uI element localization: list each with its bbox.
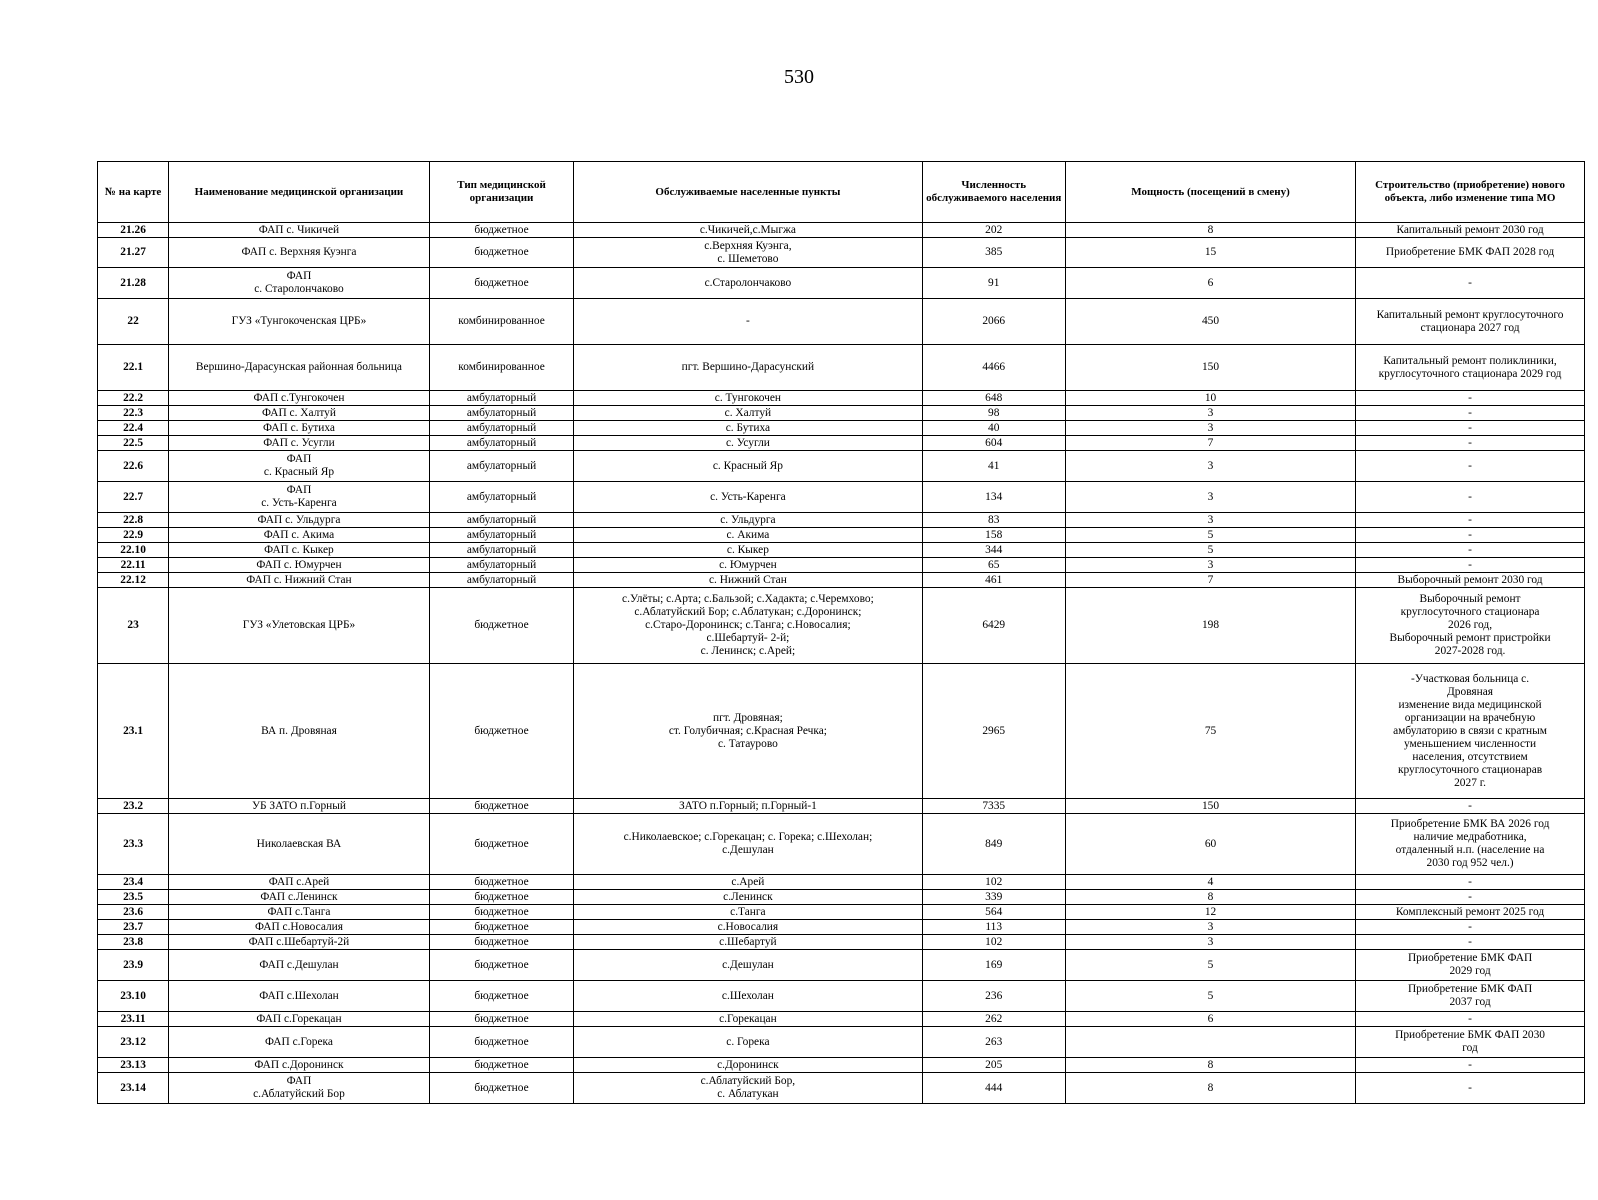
cell-type: амбулаторный [429, 482, 574, 513]
cell-capacity: 15 [1065, 238, 1355, 268]
cell-construction: - [1356, 482, 1585, 513]
cell-settlements: с.Ленинск [574, 890, 922, 905]
cell-construction: - [1356, 436, 1585, 451]
cell-type: амбулаторный [429, 406, 574, 421]
table-row [98, 875, 1585, 890]
cell-population: 262 [922, 1012, 1065, 1027]
table-row [98, 935, 1585, 950]
cell-construction: - [1356, 558, 1585, 573]
cell-population: 6429 [922, 588, 1065, 664]
cell-settlements: с.Чикичей,с.Мыгжа [574, 223, 922, 238]
cell-capacity: 6 [1065, 1012, 1355, 1027]
cell-name: ФАП с.Арей [169, 875, 430, 890]
cell-population: 41 [922, 451, 1065, 482]
cell-population: 134 [922, 482, 1065, 513]
table-row [98, 664, 1585, 799]
table-row [98, 391, 1585, 406]
cell-name: ФАП с. Красный Яр [169, 451, 430, 482]
cell-population: 7335 [922, 799, 1065, 814]
cell-capacity: 8 [1065, 1058, 1355, 1073]
cell-name: ФАП с.Горекацан [169, 1012, 430, 1027]
cell-settlements: с.Верхняя Куэнга, с. Шеметово [574, 238, 922, 268]
table-row [98, 299, 1585, 345]
cell-number: 21.27 [98, 238, 169, 268]
cell-settlements: с.Улёты; с.Арта; с.Бальзой; с.Хадакта; с.Черемхово; с.Аблатуйский Бор; с.Аблатукан; с.Доронинск; с.Старо-Доронинск; с.Танга; с.Новосалия; с.Шебартуй- 2-й; с. Ленинск; с.Арей; [574, 588, 922, 664]
table-row [98, 1027, 1585, 1058]
cell-name: ВА п. Дровяная [169, 664, 430, 799]
table-header-row [98, 162, 1585, 223]
cell-number: 23.10 [98, 981, 169, 1012]
cell-type: амбулаторный [429, 528, 574, 543]
cell-number: 22 [98, 299, 169, 345]
cell-construction: Комплексный ремонт 2025 год [1356, 905, 1585, 920]
cell-type: бюджетное [429, 920, 574, 935]
column-header-type: Тип медицинской организации [429, 162, 574, 223]
cell-settlements: с. Бутиха [574, 421, 922, 436]
table-row [98, 406, 1585, 421]
cell-name: ФАП с. Юмурчен [169, 558, 430, 573]
cell-population: 102 [922, 875, 1065, 890]
cell-construction: - [1356, 890, 1585, 905]
cell-population: 98 [922, 406, 1065, 421]
cell-type: бюджетное [429, 588, 574, 664]
cell-number: 22.8 [98, 513, 169, 528]
cell-type: бюджетное [429, 890, 574, 905]
cell-settlements: с.Шебартуй [574, 935, 922, 950]
cell-settlements: с.Старолончаково [574, 268, 922, 299]
cell-capacity [1065, 1027, 1355, 1058]
cell-number: 23.5 [98, 890, 169, 905]
table-row [98, 588, 1585, 664]
cell-number: 23.6 [98, 905, 169, 920]
cell-settlements: с.Новосалия [574, 920, 922, 935]
cell-population: 444 [922, 1073, 1065, 1104]
cell-name: ФАП с.Новосалия [169, 920, 430, 935]
table-row [98, 345, 1585, 391]
cell-population: 113 [922, 920, 1065, 935]
cell-name: ФАП с.Горека [169, 1027, 430, 1058]
cell-type: амбулаторный [429, 436, 574, 451]
cell-number: 22.4 [98, 421, 169, 436]
cell-construction: Приобретение БМК ФАП 2028 год [1356, 238, 1585, 268]
cell-construction: Выборочный ремонт круглосуточного стационара 2026 год, Выборочный ремонт пристройки 2027-2028 год. [1356, 588, 1585, 664]
cell-type: амбулаторный [429, 451, 574, 482]
cell-type: бюджетное [429, 981, 574, 1012]
cell-name: ФАП с.Дешулан [169, 950, 430, 981]
cell-construction: - [1356, 451, 1585, 482]
cell-number: 21.26 [98, 223, 169, 238]
cell-population: 102 [922, 935, 1065, 950]
cell-population: 205 [922, 1058, 1065, 1073]
cell-settlements: - [574, 299, 922, 345]
cell-number: 22.3 [98, 406, 169, 421]
cell-construction: - [1356, 421, 1585, 436]
cell-capacity: 7 [1065, 573, 1355, 588]
cell-construction: -Участковая больница с. Дровяная изменение вида медицинской организации на врачебную амбулаторию в связи с кратным уменьшением численности населения, отсутствием круглосуточного стационарав 2027 г. [1356, 664, 1585, 799]
column-header-name: Наименование медицинской организации [169, 162, 430, 223]
table-row [98, 905, 1585, 920]
cell-name: ФАП с. Усть-Каренга [169, 482, 430, 513]
cell-construction: - [1356, 799, 1585, 814]
table-row [98, 799, 1585, 814]
cell-population: 202 [922, 223, 1065, 238]
cell-number: 23.2 [98, 799, 169, 814]
cell-capacity: 150 [1065, 799, 1355, 814]
cell-settlements: с. Нижний Стан [574, 573, 922, 588]
cell-type: амбулаторный [429, 421, 574, 436]
cell-number: 22.11 [98, 558, 169, 573]
cell-settlements: с.Арей [574, 875, 922, 890]
table-row [98, 920, 1585, 935]
cell-name: ФАП с. Ульдурга [169, 513, 430, 528]
cell-construction: - [1356, 935, 1585, 950]
table-body [98, 223, 1585, 1104]
cell-type: амбулаторный [429, 573, 574, 588]
cell-settlements: с.Дешулан [574, 950, 922, 981]
cell-capacity: 6 [1065, 268, 1355, 299]
cell-name: ФАП с.Шебартуй-2й [169, 935, 430, 950]
cell-capacity: 5 [1065, 543, 1355, 558]
cell-number: 23.13 [98, 1058, 169, 1073]
cell-population: 339 [922, 890, 1065, 905]
cell-type: бюджетное [429, 238, 574, 268]
table-row [98, 268, 1585, 299]
table-row [98, 436, 1585, 451]
cell-name: ФАП с.Тунгокочен [169, 391, 430, 406]
cell-population: 4466 [922, 345, 1065, 391]
table-row [98, 573, 1585, 588]
cell-number: 22.7 [98, 482, 169, 513]
table-row [98, 223, 1585, 238]
cell-population: 344 [922, 543, 1065, 558]
cell-construction: Приобретение БМК ФАП 2037 год [1356, 981, 1585, 1012]
cell-settlements: с. Красный Яр [574, 451, 922, 482]
cell-capacity: 3 [1065, 451, 1355, 482]
cell-settlements: с. Кыкер [574, 543, 922, 558]
cell-name: ФАП с. Верхняя Куэнга [169, 238, 430, 268]
cell-settlements: с.Горекацан [574, 1012, 922, 1027]
cell-capacity: 4 [1065, 875, 1355, 890]
cell-construction: - [1356, 920, 1585, 935]
cell-capacity: 450 [1065, 299, 1355, 345]
table-row [98, 482, 1585, 513]
cell-capacity: 5 [1065, 528, 1355, 543]
cell-number: 22.6 [98, 451, 169, 482]
cell-settlements: пгт. Вершино-Дарасунский [574, 345, 922, 391]
cell-type: бюджетное [429, 1027, 574, 1058]
cell-number: 23 [98, 588, 169, 664]
cell-type: амбулаторный [429, 513, 574, 528]
cell-type: бюджетное [429, 875, 574, 890]
cell-name: ФАП с.Доронинск [169, 1058, 430, 1073]
cell-name: ФАП с. Чикичей [169, 223, 430, 238]
cell-settlements: с.Аблатуйский Бор, с. Аблатукан [574, 1073, 922, 1104]
cell-capacity: 60 [1065, 814, 1355, 875]
cell-population: 2066 [922, 299, 1065, 345]
cell-type: бюджетное [429, 664, 574, 799]
cell-name: ФАП с. Бутиха [169, 421, 430, 436]
cell-settlements: с.Танга [574, 905, 922, 920]
cell-name: ФАП с.Аблатуйский Бор [169, 1073, 430, 1104]
cell-number: 22.5 [98, 436, 169, 451]
cell-capacity: 10 [1065, 391, 1355, 406]
cell-settlements: с. Акима [574, 528, 922, 543]
cell-type: бюджетное [429, 950, 574, 981]
cell-number: 22.2 [98, 391, 169, 406]
table-row [98, 558, 1585, 573]
cell-number: 23.8 [98, 935, 169, 950]
table-row [98, 451, 1585, 482]
cell-settlements: с. Усть-Каренга [574, 482, 922, 513]
cell-construction: Капитальный ремонт 2030 год [1356, 223, 1585, 238]
cell-capacity: 8 [1065, 223, 1355, 238]
table-row [98, 981, 1585, 1012]
cell-construction: Приобретение БМК ФАП 2029 год [1356, 950, 1585, 981]
cell-number: 23.7 [98, 920, 169, 935]
cell-capacity: 75 [1065, 664, 1355, 799]
cell-name: ФАП с. Старолончаково [169, 268, 430, 299]
cell-construction: Приобретение БМК ФАП 2030 год [1356, 1027, 1585, 1058]
table-row [98, 950, 1585, 981]
cell-population: 461 [922, 573, 1065, 588]
cell-name: Вершино-Дарасунская районная больница [169, 345, 430, 391]
cell-type: амбулаторный [429, 543, 574, 558]
cell-type: бюджетное [429, 1073, 574, 1104]
cell-construction: - [1356, 543, 1585, 558]
cell-type: бюджетное [429, 1058, 574, 1073]
facilities-table [97, 161, 1585, 1104]
cell-type: бюджетное [429, 935, 574, 950]
cell-population: 158 [922, 528, 1065, 543]
cell-type: бюджетное [429, 799, 574, 814]
cell-number: 23.4 [98, 875, 169, 890]
cell-construction: - [1356, 528, 1585, 543]
cell-population: 263 [922, 1027, 1065, 1058]
table-row [98, 1073, 1585, 1104]
cell-name: ФАП с.Танга [169, 905, 430, 920]
column-header-settlements: Обслуживаемые населенные пункты [574, 162, 922, 223]
cell-population: 648 [922, 391, 1065, 406]
cell-name: ФАП с. Халтуй [169, 406, 430, 421]
cell-capacity: 198 [1065, 588, 1355, 664]
cell-type: амбулаторный [429, 558, 574, 573]
cell-population: 65 [922, 558, 1065, 573]
cell-name: Николаевская ВА [169, 814, 430, 875]
cell-number: 22.10 [98, 543, 169, 558]
cell-construction: - [1356, 406, 1585, 421]
cell-capacity: 3 [1065, 482, 1355, 513]
column-header-capacity: Мощность (посещений в смену) [1065, 162, 1355, 223]
cell-settlements: ЗАТО п.Горный; п.Горный-1 [574, 799, 922, 814]
cell-name: ФАП с. Акима [169, 528, 430, 543]
cell-construction: Приобретение БМК ВА 2026 год наличие медработника, отдаленный н.п. (население на 2030 год 952 чел.) [1356, 814, 1585, 875]
cell-capacity: 5 [1065, 981, 1355, 1012]
cell-number: 23.12 [98, 1027, 169, 1058]
table-row [98, 814, 1585, 875]
cell-type: бюджетное [429, 223, 574, 238]
table-row [98, 513, 1585, 528]
table-row [98, 543, 1585, 558]
cell-settlements: пгт. Дровяная; ст. Голубичная; с.Красная Речка; с. Татаурово [574, 664, 922, 799]
cell-settlements: с.Доронинск [574, 1058, 922, 1073]
cell-name: УБ ЗАТО п.Горный [169, 799, 430, 814]
cell-construction: - [1356, 1012, 1585, 1027]
cell-settlements: с. Халтуй [574, 406, 922, 421]
cell-capacity: 3 [1065, 513, 1355, 528]
cell-capacity: 3 [1065, 421, 1355, 436]
cell-name: ФАП с. Кыкер [169, 543, 430, 558]
cell-number: 23.14 [98, 1073, 169, 1104]
cell-settlements: с. Ульдурга [574, 513, 922, 528]
cell-capacity: 8 [1065, 1073, 1355, 1104]
cell-capacity: 150 [1065, 345, 1355, 391]
cell-number: 23.1 [98, 664, 169, 799]
table-row [98, 238, 1585, 268]
cell-name: ФАП с. Нижний Стан [169, 573, 430, 588]
cell-population: 40 [922, 421, 1065, 436]
cell-type: комбинированное [429, 299, 574, 345]
cell-settlements: с. Горека [574, 1027, 922, 1058]
cell-population: 91 [922, 268, 1065, 299]
cell-population: 169 [922, 950, 1065, 981]
cell-name: ФАП с.Шехолан [169, 981, 430, 1012]
cell-type: амбулаторный [429, 391, 574, 406]
cell-type: бюджетное [429, 268, 574, 299]
cell-name: ФАП с. Усугли [169, 436, 430, 451]
cell-population: 849 [922, 814, 1065, 875]
cell-construction: - [1356, 268, 1585, 299]
cell-settlements: с.Шехолан [574, 981, 922, 1012]
cell-population: 2965 [922, 664, 1065, 799]
cell-settlements: с. Тунгокочен [574, 391, 922, 406]
cell-capacity: 3 [1065, 935, 1355, 950]
table-row [98, 528, 1585, 543]
table-row [98, 1012, 1585, 1027]
cell-capacity: 3 [1065, 558, 1355, 573]
cell-name: ГУЗ «Улетовская ЦРБ» [169, 588, 430, 664]
cell-construction: Выборочный ремонт 2030 год [1356, 573, 1585, 588]
cell-number: 22.12 [98, 573, 169, 588]
cell-population: 83 [922, 513, 1065, 528]
cell-name: ГУЗ «Тунгокоченская ЦРБ» [169, 299, 430, 345]
column-header-population: Численность обслуживаемого населения [922, 162, 1065, 223]
column-header-construction: Строительство (приобретение) нового объекта, либо изменение типа МО [1356, 162, 1585, 223]
cell-capacity: 7 [1065, 436, 1355, 451]
cell-type: комбинированное [429, 345, 574, 391]
cell-construction: Капитальный ремонт круглосуточного стационара 2027 год [1356, 299, 1585, 345]
cell-number: 23.9 [98, 950, 169, 981]
cell-number: 23.11 [98, 1012, 169, 1027]
cell-type: бюджетное [429, 1012, 574, 1027]
cell-capacity: 3 [1065, 406, 1355, 421]
cell-number: 23.3 [98, 814, 169, 875]
cell-settlements: с. Усугли [574, 436, 922, 451]
table-row [98, 421, 1585, 436]
cell-population: 385 [922, 238, 1065, 268]
cell-settlements: с.Николаевское; с.Горекацан; с. Горека; с.Шехолан; с.Дешулан [574, 814, 922, 875]
cell-population: 604 [922, 436, 1065, 451]
cell-construction: - [1356, 1058, 1585, 1073]
cell-population: 564 [922, 905, 1065, 920]
cell-number: 22.1 [98, 345, 169, 391]
cell-capacity: 5 [1065, 950, 1355, 981]
cell-number: 21.28 [98, 268, 169, 299]
cell-capacity: 12 [1065, 905, 1355, 920]
cell-construction: Капитальный ремонт поликлиники, круглосуточного стационара 2029 год [1356, 345, 1585, 391]
cell-number: 22.9 [98, 528, 169, 543]
table-row [98, 1058, 1585, 1073]
cell-construction: - [1356, 875, 1585, 890]
cell-type: бюджетное [429, 905, 574, 920]
table-row [98, 890, 1585, 905]
column-header-number: № на карте [98, 162, 169, 223]
page-number: 530 [784, 66, 814, 88]
cell-capacity: 3 [1065, 920, 1355, 935]
cell-construction: - [1356, 513, 1585, 528]
cell-name: ФАП с.Ленинск [169, 890, 430, 905]
cell-population: 236 [922, 981, 1065, 1012]
cell-capacity: 8 [1065, 890, 1355, 905]
cell-construction: - [1356, 391, 1585, 406]
cell-type: бюджетное [429, 814, 574, 875]
cell-construction: - [1356, 1073, 1585, 1104]
cell-settlements: с. Юмурчен [574, 558, 922, 573]
